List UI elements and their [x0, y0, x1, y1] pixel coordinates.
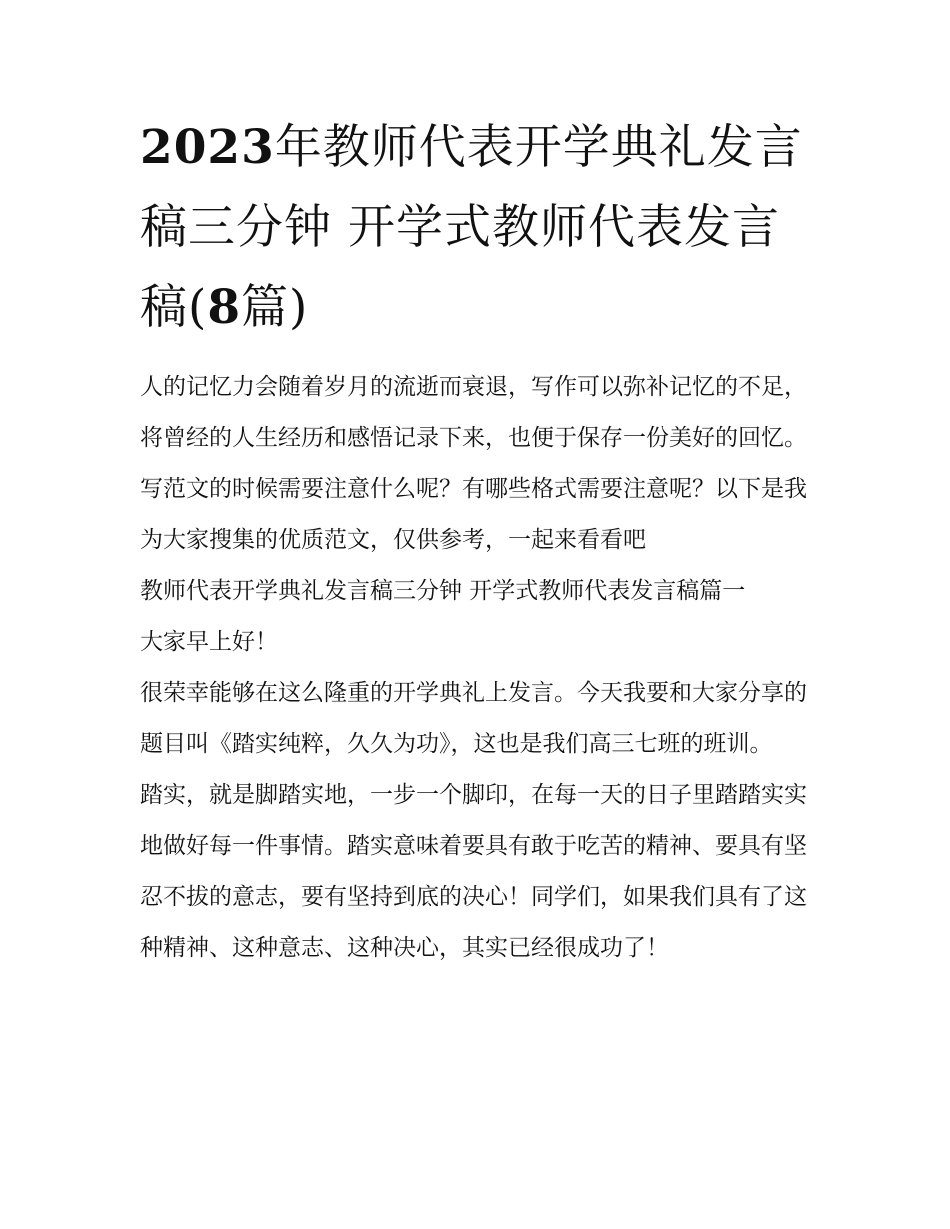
title-text: 年教师代表开学典礼发言稿三分钟 开学式教师代表发言稿( [140, 120, 803, 335]
title-count: 8 [207, 280, 242, 335]
document-body [140, 362, 812, 974]
body-paragraph: 很荣幸能够在这么隆重的开学典礼上发言。今天我要和大家分享的题目叫《踏实纯粹，久久为功》，这也是我们高三七班的班训。 [140, 680, 807, 757]
title-year: 2023 [140, 120, 275, 175]
document-title [140, 108, 812, 348]
intro-paragraph: 人的记忆力会随着岁月的流逝而衰退，写作可以弥补记忆的不足，将曾经的人生经历和感悟记录下来，也便于保存一份美好的回忆。写范文的时候需要注意什么呢？有哪些格式需要注意呢？以下是我为大家搜集的优质范文，仅供参考，一起来看看吧 [140, 374, 807, 553]
section-heading: 教师代表开学典礼发言稿三分钟 开学式教师代表发言稿篇一 [140, 578, 746, 604]
greeting-paragraph: 大家早上好！ [140, 629, 278, 655]
body-paragraph: 踏实，就是脚踏实地，一步一个脚印，在每一天的日子里踏踏实实地做好每一件事情。踏实意味着要具有敢于吃苦的精神、要具有坚忍不拔的意志，要有坚持到底的决心！同学们，如果我们具有了这种精神、这种意志、这种决心，其实已经很成功了！ [140, 782, 807, 961]
document-page [140, 108, 812, 974]
title-end: 篇) [241, 280, 309, 335]
